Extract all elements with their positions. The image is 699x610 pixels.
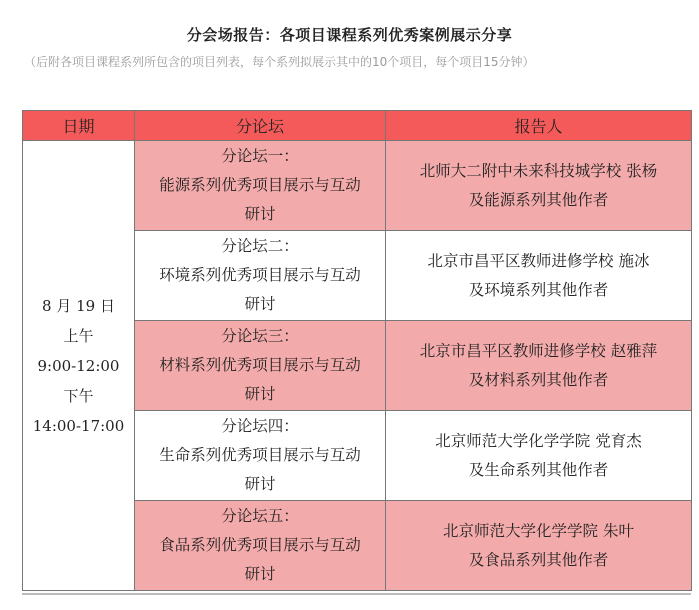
forum-line: 材料系列优秀项目展示与互动 [159,356,361,374]
date-line: 下午 [63,386,94,405]
forum-line: 研讨 [244,475,276,493]
reporter-line: 及食品系列其他作者 [468,550,609,569]
date-line: 9:00-12:00 [37,356,120,375]
reporter-line: 及能源系列其他作者 [468,190,609,209]
column-header-date: 日期 [23,111,135,141]
forum-line: 研讨 [244,565,276,583]
reporter-line: 北师大二附中未来科技城学校 张杨 [419,161,658,180]
date-line: 14:00-17:00 [32,416,125,435]
date-cell [23,141,135,591]
reporter-cell [386,231,692,321]
reporter-line: 及环境系列其他作者 [468,280,609,299]
forum-cell [135,501,386,591]
reporter-line: 北京师范大学化学学院 朱叶 [443,521,634,540]
schedule-table [22,110,692,591]
reporter-line: 及生命系列其他作者 [468,460,609,479]
forum-line: 分论坛四： [221,417,299,435]
reporter-line: 及材料系列其他作者 [468,370,609,389]
forum-cell [135,231,386,321]
reporter-cell [386,501,692,591]
forum-line: 分论坛二： [221,237,299,255]
page-title: 分会场报告：各项目课程系列优秀案例展示分享 [186,26,513,44]
forum-line: 能源系列优秀项目展示与互动 [159,176,361,194]
table-row [23,141,692,231]
forum-line: 研讨 [244,295,276,313]
reporter-cell [386,411,692,501]
forum-line: 环境系列优秀项目展示与互动 [159,266,361,284]
table-header-row [23,111,692,141]
forum-cell [135,141,386,231]
reporter-line: 北京市昌平区教师进修学校 赵雅萍 [419,341,658,360]
forum-line: 分论坛一： [221,147,299,165]
forum-line: 研讨 [244,205,276,223]
forum-cell [135,321,386,411]
bottom-divider [22,593,691,595]
reporter-line: 北京市昌平区教师进修学校 施冰 [427,251,650,270]
forum-cell [135,411,386,501]
column-header-forum: 分论坛 [135,111,386,141]
forum-line: 食品系列优秀项目展示与互动 [159,536,361,554]
date-line: 8 月 19 日 [42,296,115,315]
reporter-cell [386,321,692,411]
date-line: 上午 [63,326,94,345]
forum-line: 生命系列优秀项目展示与互动 [159,446,361,464]
reporter-cell [386,141,692,231]
page-subtitle: （后附各项目课程系列所包含的项目列表，每个系列拟展示其中的10个项目，每个项目15分钟） [24,55,535,69]
forum-line: 分论坛三： [221,327,299,345]
reporter-line: 北京师范大学化学学院 党育杰 [435,431,642,450]
forum-line: 研讨 [244,385,276,403]
forum-line: 分论坛五： [221,507,299,525]
column-header-reporter: 报告人 [386,111,692,141]
